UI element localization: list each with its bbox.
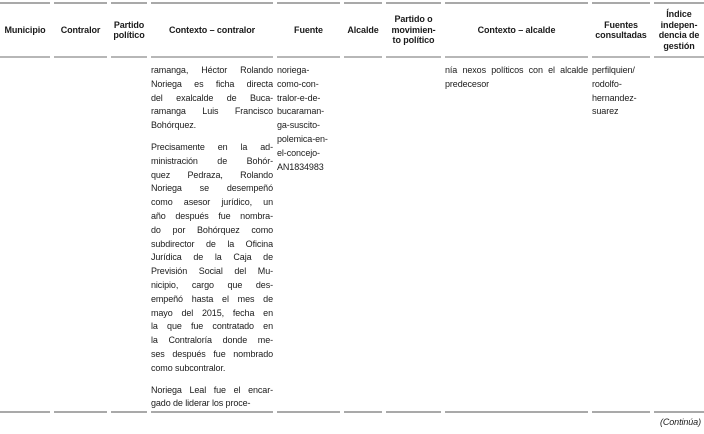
- text-line: Noriega Leal fue el encar-: [151, 384, 273, 395]
- text-line: Previsión Social del Mu-: [151, 266, 273, 277]
- text-line: consultadas: [595, 30, 647, 40]
- text-line: quez Pedraza, Rolando: [151, 169, 273, 180]
- text-line: rodolfo-: [592, 78, 622, 89]
- text-line: bucaraman-: [277, 106, 325, 117]
- text-line: la que fue contratado en: [151, 321, 273, 332]
- cell-municipio: [0, 58, 50, 413]
- cell-partido-o-movimiento: [386, 58, 441, 413]
- text-line: ses después fue nombrado: [151, 348, 273, 359]
- column-header-contralor: [54, 2, 107, 58]
- text-line: Municipio: [4, 24, 46, 35]
- cell-contralor: [54, 58, 107, 413]
- text-line: político: [113, 30, 145, 40]
- text-line: subdirector de la Oficina: [151, 238, 273, 249]
- text-line: hernandez-: [592, 92, 637, 103]
- text-line: del exalcalde de Buca-: [151, 92, 273, 103]
- column-header-fuente: [277, 2, 340, 58]
- text-line: dencia de: [658, 30, 700, 40]
- cell-fuente: [277, 58, 340, 413]
- column-header-partido-o-movimiento: [386, 2, 441, 58]
- text-line: tralor-e-de-: [277, 92, 321, 103]
- text-line: Noriega es ficha directa: [151, 78, 273, 89]
- text-line: ga-suscito-: [277, 120, 320, 131]
- text-line: mayo del 2015, fecha en: [151, 307, 273, 318]
- column-header-contexto-alcalde: [445, 2, 588, 58]
- paragraph: [151, 384, 273, 412]
- column-header-alcalde: [344, 2, 382, 58]
- text-line: como-con-: [277, 78, 319, 89]
- paragraph: [445, 64, 588, 92]
- text-line: to político: [392, 35, 435, 46]
- text-line: movimien-: [391, 24, 436, 35]
- text-line: el-concejo-: [277, 147, 320, 158]
- text-line: empeñó hasta el mes de: [151, 293, 273, 304]
- text-line: noriega-: [277, 65, 310, 75]
- text-line: predecesor: [445, 78, 490, 89]
- paragraph: [151, 141, 273, 376]
- column-header-fuentes-consultadas: [592, 2, 650, 58]
- text-line: como subcontralor.: [151, 362, 226, 373]
- text-line: Noriega se desempeñó: [151, 183, 273, 194]
- text-line: Partido o: [394, 14, 433, 25]
- text-line: como asesor jurídico, un: [151, 197, 273, 208]
- text-line: Contexto – alcalde: [477, 24, 556, 35]
- text-line: indepen-: [660, 19, 698, 30]
- text-line: Bohórquez.: [151, 120, 197, 131]
- text-line: AN1834983: [277, 161, 324, 172]
- text-line: polemica-en-: [277, 133, 328, 144]
- cell-contexto-contralor: [151, 58, 273, 413]
- paragraph: [151, 64, 273, 133]
- text-line: año después fue nombra-: [151, 210, 273, 221]
- text-line: Precisamente en la ad-: [151, 141, 273, 152]
- text-line: la Contraloría donde me-: [151, 335, 273, 346]
- text-line: Índice: [666, 9, 692, 19]
- column-header-municipio: [0, 2, 50, 58]
- cell-alcalde: [344, 58, 382, 413]
- text-line: Alcalde: [347, 24, 379, 35]
- text-line: nía nexos políticos con el alcalde: [445, 65, 588, 75]
- text-line: gestión: [663, 40, 695, 51]
- text-line: ramanga Luis Francisco: [151, 106, 273, 117]
- text-line: Jurídica de la Caja de: [151, 252, 273, 263]
- cell-fuentes-consultadas: [592, 58, 650, 413]
- cell-partido-politico: [111, 58, 147, 413]
- cell-indice-independencia: [654, 58, 704, 413]
- text-line: do por Bohórquez como: [151, 224, 273, 235]
- text-line: gado de liderar los proce-: [151, 398, 251, 409]
- cell-contexto-alcalde: [445, 58, 588, 413]
- column-header-contexto-contralor: [151, 2, 273, 58]
- text-line: Contralor: [60, 24, 101, 35]
- text-line: Contexto – contralor: [168, 24, 255, 35]
- text-line: ministración de Bohór-: [151, 155, 273, 166]
- text-line: Fuentes: [604, 19, 638, 30]
- text-line: perfilquien/: [592, 65, 635, 75]
- continuation-note: (Continúa): [659, 417, 701, 427]
- text-line: ramanga, Héctor Rolando: [151, 65, 273, 75]
- text-line: suarez: [592, 106, 619, 117]
- column-header-partido-politico: [111, 2, 147, 58]
- text-line: nicipio, cargo que des-: [151, 279, 273, 290]
- text-line: Partido: [113, 19, 145, 30]
- text-line: Fuente: [294, 24, 323, 35]
- column-header-indice-independencia: [654, 2, 704, 58]
